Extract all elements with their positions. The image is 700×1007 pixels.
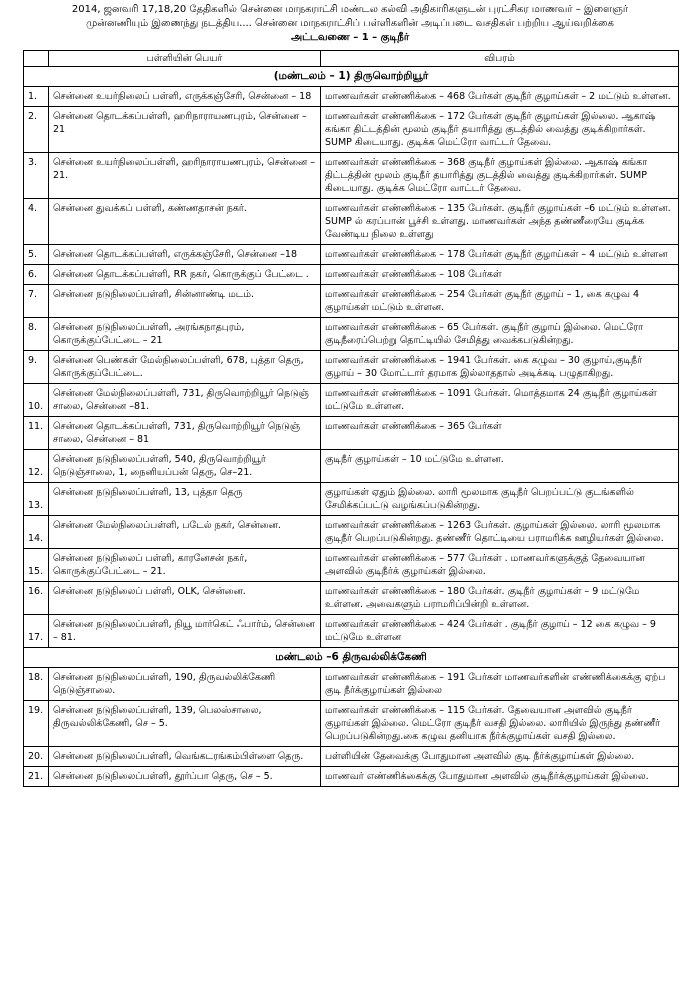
table-row: [24, 384, 679, 417]
title-line-2: முன்னணியும் இணைந்து நடத்திய.... சென்னை மாநகராட்சிப் பள்ளிகளின் அடிப்படை வசதிகள் பற்றிய ஆய்வறிக்கை: [86, 18, 614, 29]
table-row: [24, 87, 679, 107]
school-name: சென்னை நடுநிலைப்பள்ளி, சின்னாண்டி மடம்.: [49, 285, 321, 318]
row-number: 10.: [24, 384, 49, 417]
school-name: சென்னை நடுநிலைப் பள்ளி, OLK, சென்னை.: [49, 582, 321, 615]
school-name: சென்னை நடுநிலைப்பள்ளி, 13, புத்தா தெரு: [49, 483, 321, 516]
school-name: சென்னை நடுநிலைப் பள்ளி, காரனேசன் நகர், கொருக்குப்பேட்டை – 21.: [49, 549, 321, 582]
table-row: [24, 668, 679, 701]
row-details: மாணவர்கள் எண்ணிக்கை – 191 பேர்கள் மாணவர்களின் எண்ணிக்கைக்கு ஏற்ப குடி நீர்க்குழாய்கள் இல்லை: [321, 668, 679, 701]
table-row: [24, 767, 679, 787]
school-name: சென்னை உயர்நிலைப் பள்ளி, எருக்கஞ்சேரி, சென்னை – 18: [49, 87, 321, 107]
row-number: 18.: [24, 668, 49, 701]
row-number: 16.: [24, 582, 49, 615]
row-details: மாணவர்கள் எண்ணிக்கை – 108 பேர்கள்: [321, 265, 679, 285]
row-number: 17.: [24, 615, 49, 648]
row-number: 9.: [24, 351, 49, 384]
row-details: மாணவர்கள் எண்ணிக்கை – 180 பேர்கள். குடிநீர் குழாய்கள் – 9 மட்டுமே உள்ளன. அவைகளும் பராமரிப்பின்றி உள்ளன.: [321, 582, 679, 615]
row-number: 13.: [24, 483, 49, 516]
row-details: குடிநீர் குழாய்கள் – 10 மட்டுமே உள்ளன.: [321, 450, 679, 483]
row-number: 8.: [24, 318, 49, 351]
row-details: மாணவர்கள் எண்ணிக்கை – 172 பேர்கள் குடிநீர் குழாய்கள் இல்லை. ஆகாஷ் கங்கா திட்டத்தின் மூலம் குடிநீர் தயாரித்து குடத்தில் வைத்து குடிக்கிறார்கள். SUMP கிடையாது. குடிக்க மெட்ரோ வாட்டர் தேவை.: [321, 107, 679, 153]
table-row: [24, 318, 679, 351]
row-details: மாணவர்கள் எண்ணிக்கை – 178 பேர்கள் குடிநீர் குழாய்கள் – 4 மட்டும் உள்ளன: [321, 245, 679, 265]
table-row: [24, 285, 679, 318]
table-caption: அட்டவணை – 1 – குடிநீர்: [290, 32, 410, 43]
header-num: [24, 51, 49, 67]
drinking-water-table: [23, 50, 679, 787]
section-title: மண்டலம் –6 திருவல்லிக்கேணி: [24, 648, 679, 668]
school-name: சென்னை மேல்நிலைப்பள்ளி, 731, திருவொற்றியூர் நெடுஞ் சாலை, சென்னை –81.: [49, 384, 321, 417]
school-name: சென்னை தொடக்கப்பள்ளி, RR நகர், கொருக்குப் பேட்டை .: [49, 265, 321, 285]
row-number: 21.: [24, 767, 49, 787]
row-details: மாணவர்கள் எண்ணிக்கை – 254 பேர்கள் குடிநீர் குழாய் – 1, கை கழுவ 4 குழாய்கள் மட்டும் உள்ளன.: [321, 285, 679, 318]
row-details: மாணவர்கள் எண்ணிக்கை – 424 பேர்கள் . குடிநீர் குழாய் – 12 கை கழுவ – 9 மட்டுமே உள்ளன: [321, 615, 679, 648]
row-details: பள்ளியின் தேவைக்கு போதுமான அளவில் குடி நீர்க்குழாய்கள் இல்லை.: [321, 747, 679, 767]
school-name: சென்னை உயர்நிலைப்பள்ளி, ஹரிநாராயணபுரம், சென்னை –21.: [49, 153, 321, 199]
table-row: [24, 701, 679, 747]
table-row: [24, 516, 679, 549]
school-name: சென்னை தொடக்கப்பள்ளி, 731, திருவொற்றியூர் நெடுஞ் சாலை, சென்னை – 81: [49, 417, 321, 450]
table-row: [24, 549, 679, 582]
row-number: 15.: [24, 549, 49, 582]
school-name: சென்னை நடுநிலைப்பள்ளி, அரங்கநாதபுரம், கொருக்குப்பேட்டை – 21: [49, 318, 321, 351]
section-row: [24, 67, 679, 87]
school-name: சென்னை மேல்நிலைப்பள்ளி, படேல் நகர், சென்னை.: [49, 516, 321, 549]
row-number: 14.: [24, 516, 49, 549]
row-details: மாணவர்கள் எண்ணிக்கை – 365 பேர்கள்: [321, 417, 679, 450]
table-row: [24, 265, 679, 285]
row-details: மாணவர்கள் எண்ணிக்கை – 1091 பேர்கள். மொத்தமாக 24 குடிநீர் குழாய்கள் மட்டுமே உள்ளன.: [321, 384, 679, 417]
row-number: 19.: [24, 701, 49, 747]
section-row: [24, 648, 679, 668]
table-row: [24, 615, 679, 648]
row-number: 2.: [24, 107, 49, 153]
school-name: சென்னை நடுநிலைப்பள்ளி, 139, பெலஸ்சாலை, திருவல்லிக்கேணி, செ – 5.: [49, 701, 321, 747]
table-header-row: [24, 51, 679, 67]
table-row: [24, 483, 679, 516]
school-name: சென்னை நடுநிலைப்பள்ளி, 190, திருவல்லிக்கேணி நெடுஞ்சாலை.: [49, 668, 321, 701]
header-school-name: பள்ளியின் பெயர்: [49, 51, 321, 67]
row-number: 11.: [24, 417, 49, 450]
report-title: [0, 3, 700, 45]
row-number: 4.: [24, 199, 49, 245]
row-details: மாணவர்கள் எண்ணிக்கை – 468 பேர்கள் குடிநீர் குழாய்கள் – 2 மட்டும் உள்ளன.: [321, 87, 679, 107]
table-row: [24, 245, 679, 265]
table-row: [24, 199, 679, 245]
school-name: சென்னை நடுநிலைப்பள்ளி, வெங்கடரங்கம்பிள்ளை தெரு.: [49, 747, 321, 767]
school-name: சென்னை தொடக்கப்பள்ளி, ஹரிநாராயணபுரம், சென்னை –21: [49, 107, 321, 153]
row-details: மாணவர்கள் எண்ணிக்கை – 1941 பேர்கள். கை கழுவ – 30 குழாய்,குடிநீர் குழாய் – 30 மோட்டார் தரமாக இல்லாததால் அடிக்கடி பழுதாகிறது.: [321, 351, 679, 384]
row-number: 5.: [24, 245, 49, 265]
school-name: சென்னை துவக்கப் பள்ளி, கண்ணதாசன் நகர்.: [49, 199, 321, 245]
row-details: மாணவர்கள் எண்ணிக்கை – 65 பேர்கள். குடிநீர் குழாய் இல்லை. மெட்ரோ குடிநீரைப்பெற்று தொட்டியில் சேமித்து வைக்கபடுகின்றது.: [321, 318, 679, 351]
row-details: மாணவர் எண்ணிக்கைக்கு போதுமான அளவில் குடிநீர்க்குழாய்கள் இல்லை.: [321, 767, 679, 787]
row-number: 20.: [24, 747, 49, 767]
row-details: மாணவர்கள் எண்ணிக்கை – 115 பேர்கள். தேவையான அளவில் குடிநீர் குழாய்கள் இல்லை. மெட்ரோ குடிநீர் வசதி இல்லை. லாரியில் இருந்து தண்ணீர் பெறப்படுகின்றது.கை கழுவ தனியாக நீர்க்குழாய்கள் வசதி இல்லை.: [321, 701, 679, 747]
school-name: சென்னை நடுநிலைப்பள்ளி, 540, திருவொற்றியூர் நெடுஞ்சாலை, 1, நைனியப்பன் தெரு, செ–21.: [49, 450, 321, 483]
row-details: மாணவர்கள் எண்ணிக்கை – 577 பேர்கள் . மாணவர்களுக்குத் தேவையான அளவில் குடிநீர்க் குழாய்கள் இல்லை.: [321, 549, 679, 582]
school-name: சென்னை பெண்கள் மேல்நிலைப்பள்ளி, 678, புத்தா தெரு, கொருக்குப்பேட்டை.: [49, 351, 321, 384]
row-details: மாணவர்கள் எண்ணிக்கை – 1263 பேர்கள். குழாய்கள் இல்லை. லாரி மூலமாக குடிநீர் பெறப்படுகின்றது. தண்ணீர் தொட்டியை பராமரிக்க ஊழியர்கள் இல்லை.: [321, 516, 679, 549]
row-number: 6.: [24, 265, 49, 285]
table-row: [24, 582, 679, 615]
title-line-1: 2014, ஜனவரி 17,18,20 தேதிகளில் சென்னை மாநகராட்சி மண்டல கல்வி அதிகாரிகளுடன் புரட்சிகர மாணவர் – இளைஞர்: [71, 4, 629, 15]
table-row: [24, 417, 679, 450]
school-name: சென்னை தொடக்கப்பள்ளி, எருக்கஞ்சேரி, சென்னை –18: [49, 245, 321, 265]
school-name: சென்னை நடுநிலைப்பள்ளி, நியூ மார்கெட் ஃபார்ம், சென்னை – 81.: [49, 615, 321, 648]
section-title: (மண்டலம் – 1) திருவொற்றியூர்: [24, 67, 679, 87]
table-row: [24, 450, 679, 483]
row-details: மாணவர்கள் எண்ணிக்கை – 135 பேர்கள். குடிநீர் குழாய்கள் –6 மட்டும் உள்ளன. SUMP ல் கரப்பான் பூச்சி உள்ளது. மாணவர்கள் அந்த தண்ணீரையே குடிக்க வேண்டிய நிலை உள்ளது: [321, 199, 679, 245]
header-details: விபரம்: [321, 51, 679, 67]
table-body: [24, 51, 679, 787]
table-row: [24, 747, 679, 767]
school-name: சென்னை நடுநிலைப்பள்ளி, தூர்ப்பா தெரு, செ – 5.: [49, 767, 321, 787]
table-row: [24, 153, 679, 199]
table-row: [24, 351, 679, 384]
row-number: 1.: [24, 87, 49, 107]
row-number: 7.: [24, 285, 49, 318]
row-details: மாணவர்கள் எண்ணிக்கை – 368 குடிநீர் குழாய்கள் இல்லை. ஆகாஷ் கங்கா திட்டத்தின் மூலம் குடிநீர் தயாரித்து குடத்தில் வைத்து குடிக்கிறார்கள். SUMP கிடையாது. குடிக்க மெட்ரோ வாட்டர் தேவை.: [321, 153, 679, 199]
row-number: 3.: [24, 153, 49, 199]
row-number: 12.: [24, 450, 49, 483]
table-row: [24, 107, 679, 153]
row-details: குழாய்கள் ஏதும் இல்லை. லாரி மூலமாக குடிநீர் பெறப்பட்டு குடங்களில் சேமிக்கப்பட்டு வழங்கப்படுகின்றது.: [321, 483, 679, 516]
